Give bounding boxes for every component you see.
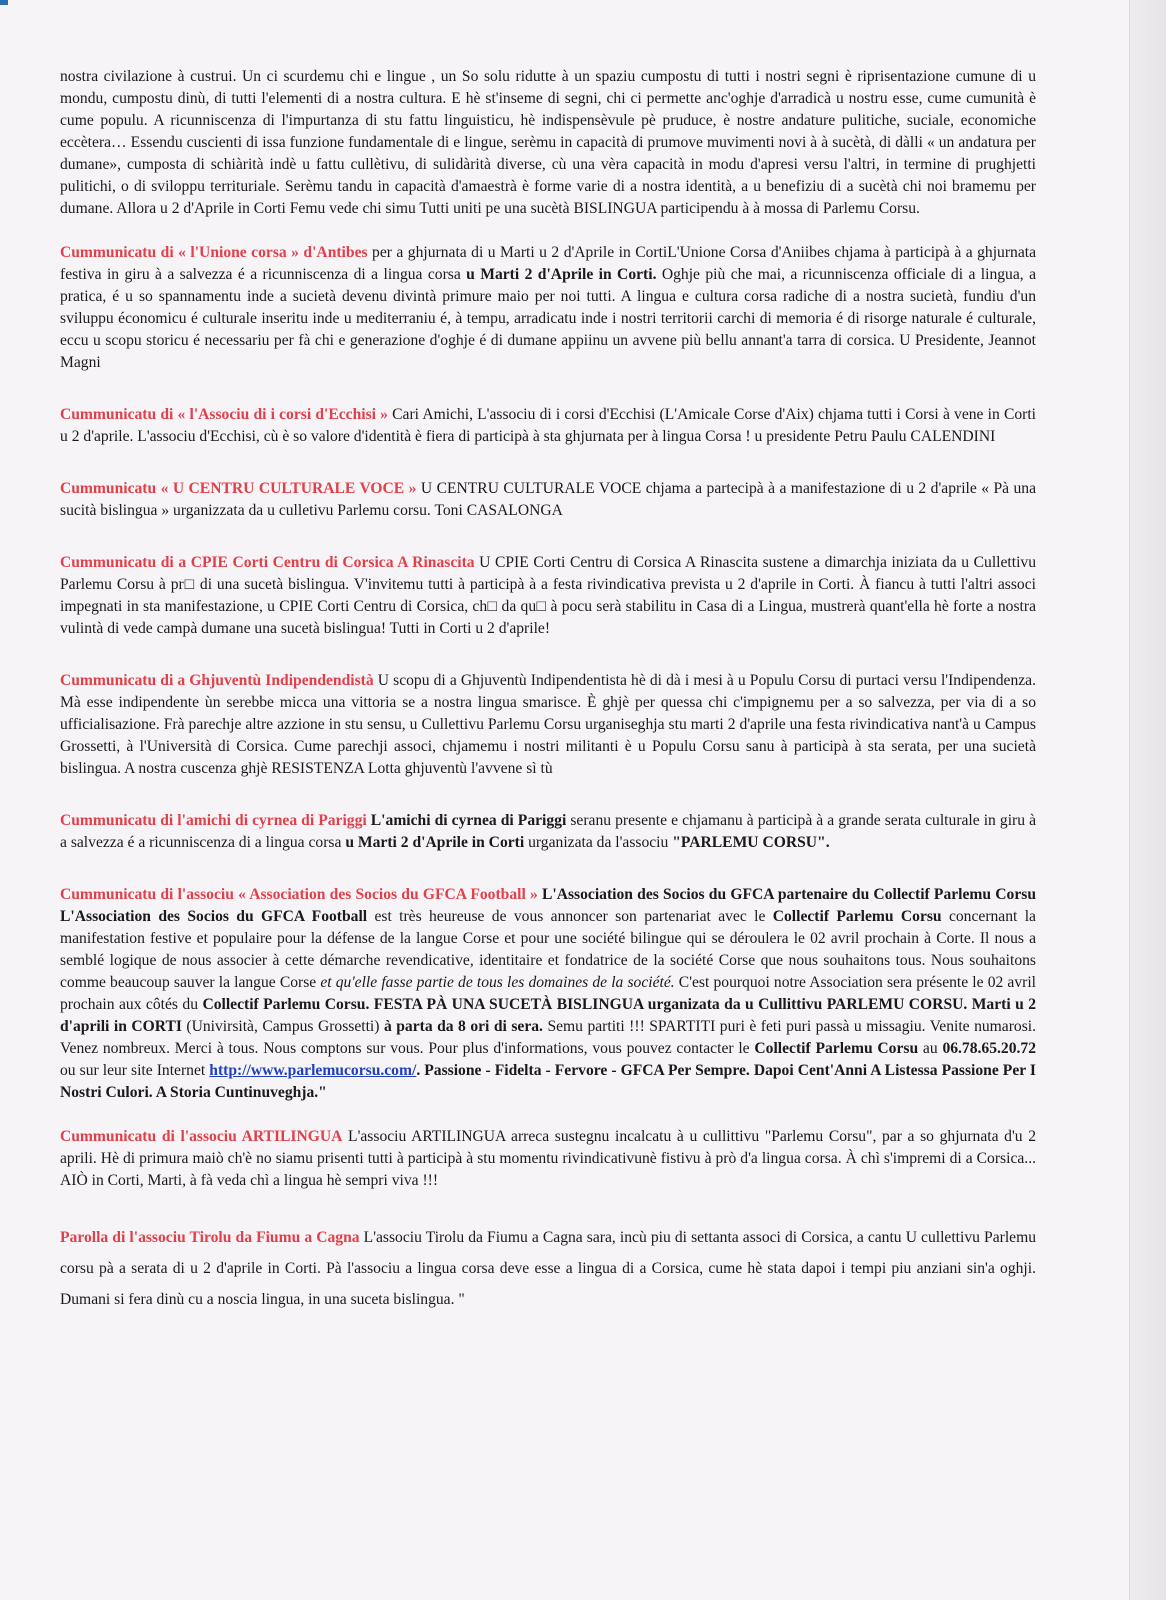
communique-heading: Cummunicatu di l'associu « Association des Socios du GFCA Football » [60, 886, 538, 903]
communique-cyrnea [60, 810, 1036, 854]
communique-bold: "PARLEMU CORSU". [672, 834, 830, 851]
communique-heading: Cummunicatu di a Ghjuventù Indipendendistà [60, 672, 374, 689]
intro-paragraph: nostra civilazione à custrui. Un ci scurdemu chi e lingue , un So solu ridutte à un spaziu cumpostu di tutti i nostri segni è riprisentazione cumune di u mondu, cumpostu dinù, di tutti l'elementi di a nostra cultura. E hè st'inseme di segni, chi ci permette anc'oghje d'arradicà u nostru esse, cume cumunità è cume populu. A ricunniscenza di l'impurtanza di stu fattu linguisticu, hè indispensèvule pè pruduce, è nostre andature pulitiche, suciale, economiche eccètera… Essendu cuscienti di issa funzione fundamentale di e lingue, serèmu in capacità di prumove muvimenti novi à à sucètà, di dàlli « un andatura per dumane», cumposta di schiàrità indè u fattu cullètivu, di sulidàrità diverse, cù una vèra capacità in modu d'apresi versu l'altri, in termine di prughjetti pulitichi, o di sviloppu territuriale. Serèmu tandu in capacità d'amaestrà è forme varie di a nostra identità, a u benefiziu di a sucètà chi noi bramemu per dumane. Allora u 2 d'Aprile in Corti Femu vede chi simu Tutti uniti pe una sucètà BISLINGUA participendu à à mossa di Parlemu Corsu. [60, 68, 1036, 217]
communique-ghjuventu [60, 670, 1036, 780]
communique-ecchisi [60, 404, 1036, 448]
communique-voce [60, 478, 1036, 522]
communique-text: (Univirsità, Campus Grossetti) [181, 1018, 384, 1035]
communique-text: per a ghjurnata di u Marti u 2 d'Aprile in CortiL'Unione Corsa d'Aniibes chjama à participà à a ghjurnata festiva in giru à a salvezza é a ricunniscenza di a lingua corsa [60, 244, 1036, 283]
communique-bold: . Passione - Fidelta - Fervore - GFCA Per Sempre. Dapoi Cent'Anni A Listessa Passione Per I Nostri Culori. A Storia Cuntinuveghja." [60, 1062, 1036, 1101]
communique-bold: L'Association des Socios du GFCA partenaire du Collectif Parlemu Corsu L'Association des Socios du GFCA Football [60, 886, 1036, 925]
communique-bold: Collectif Parlemu Corsu. FESTA PÀ UNA SUCETÀ BISLINGUA urganizata da u Cullittivu PARLEMU CORSU. Marti u 2 d'aprili in CORTI [60, 996, 1036, 1035]
communique-text: U CPIE Corti Centru di Corsica A Rinascita sustene a dimarchja iniziata da u Cullettivu Parlemu Corsu à pr□ di una sucetà bislingua. V'invitemu tutti à participà à a festa rivindicativa prevista u 2 d'aprile in Corti. À fiancu à tutti l'altri associ impegnati in sta manifestazione, u CPIE Corti Centru di Corsica, ch□ da qu□ à pocu serà stabilitu in Casa di a Lingua, mustrerà quant'ella hè forte a nostra vulintà di vede campà dumane una sucetà bislingua! Tutti in Corti u 2 d'aprile! [60, 554, 1036, 637]
phone-number: 06.78.65.20.72 [942, 1040, 1036, 1057]
communique-bold: u Marti 2 d'Aprile in Corti [345, 834, 525, 851]
document-body [60, 66, 1036, 1337]
communique-text: U scopu di a Ghjuventù Indipendentista hè di dà i mesi à u Populu Corsu di purtaci versu l'Indipendenza. Mà esse indipendente ùn serebbe micca una vittoria se a nostra lingua smarisce. È ghjè per quessa chi c'impignemu per a so salvezza, per via di a so ufficialisazione. Frà parechje altre azzione in stu sensu, u Cullettivu Parlemu Corsu urganiseghja stu marti 2 d'aprile una festa rivindicativa nant'à u Campus Grossetti, à l'Università di Corsica. Cume parechji associ, chjamemu i nostri militanti è u Populu Corsu sanu à participà à sta serata, per una sucietà bislingua. A nostra cuscenza ghjè RESISTENZA Lotta ghjuventù l'avvene sì tù [60, 672, 1036, 777]
communique-text: C'est pourquoi notre Association sera présente le 02 avril prochain aux côtés du [60, 974, 1036, 1013]
communique-text: U CENTRU CULTURALE VOCE chjama a partecipà à a manifestazione di u 2 d'aprile « Pà una sucità bislingua » urganizzata da u culletivu Parlemu corsu. Toni CASALONGA [60, 480, 1036, 519]
communique-text: L'associu ARTILINGUA arreca sustegnu incalcatu à u cullittivu "Parlemu Corsu", par a so ghjurnata d'u 2 aprili. Hè di primura maiò ch'è no siamu prisenti tutti à participà à stu momentu rivindicativunè fistivu à prò d'a lingua corsa. À chì s'impremi di a Corsica... AIÒ in Corti, Marti, à fà veda chì a lingua hè sempri viva !!! [60, 1128, 1036, 1189]
communique-bold: u Marti 2 d'Aprile in Corti. [466, 266, 657, 283]
communique-heading: Cummunicatu di l'amichi di cyrnea di Pariggi [60, 812, 367, 829]
communique-gfca [60, 884, 1036, 1104]
communique-cpie [60, 552, 1036, 640]
communique-text: seranu presente e chjamanu à participà à a grande serata culturale in giru à a salvezza é a ricunniscenza di a lingua corsa [60, 812, 1036, 851]
communique-bold: L'amichi di cyrnea di Pariggi [366, 812, 567, 829]
website-link[interactable]: http://www.parlemucorsu.com/ [209, 1062, 417, 1079]
communique-text: concernant la manifestation festive et populaire pour la défense de la langue Corse et pour une société bilingue qui se déroulera le 02 avril prochain à Corte. Il nous a semblé logique de nous associer à cette démarche revendicative, identitaire et fondatrice de la société Corse que nous souhaitons tous. Nous souhaitons comme beaucoup sauver la langue Corse [60, 908, 1036, 991]
communique-bold: à parta da 8 ori di sera. [383, 1018, 543, 1035]
communique-heading: Cummunicatu « U CENTRU CULTURALE VOCE » [60, 480, 417, 497]
communique-text: ou sur leur site Internet [60, 1062, 210, 1079]
communique-heading: Parolla di l'associu Tirolu da Fiumu a Cagna [60, 1229, 360, 1246]
communique-text: urganizata da l'associu [524, 834, 673, 851]
communique-bold: Collectif Parlemu Corsu [754, 1040, 919, 1057]
communique-heading: Cummunicatu di « l'Unione corsa » d'Antibes [60, 244, 368, 261]
communique-artilingua [60, 1126, 1036, 1192]
communique-text: L'associu Tirolu da Fiumu a Cagna sara, incù piu di settanta associ di Corsica, a cantu U cullettivu Parlemu corsu pà a serata di u 2 d'aprile in Corti. Pà l'associu a lingua corsa deve esse a lingua di a Corsica, cume hè stata dapoi i tempi piu anziani sin'a oghji. Dumani si fera dinù cu a noscia lingua, in una suceta bislingua. " [60, 1229, 1036, 1308]
communique-antibes [60, 242, 1036, 374]
communique-text: Semu partiti !!! SPARTITI puri è feti puri passà u missagiu. Venite numarosi. Venez nombreux. Merci à tous. Nous comptons sur vous. Pour plus d'informations, vous pouvez contacter le [60, 1018, 1037, 1057]
communique-text: au [918, 1040, 943, 1057]
communique-tirolu [60, 1222, 1036, 1315]
communique-heading: Cummunicatu di l'associu ARTILINGUA [60, 1128, 343, 1145]
communique-text: Oghje più che mai, a ricunniscenza officiale di a lingua, a pratica, é u so spannamentu inde a sucietà devenu divintà primure maio per noi tutti. A lingua e cultura corsa radiche di a nostra sucietà, fundiu d'un sviluppu économicu é culturale inseritu inde u mediterraniu é, à tempu, arradicatu inde i nostri territorii carchi di memoria é di risorge naturale é culturale, eccu u scopu storicu é necessariu per fà chi e generazione d'oghje é di dumane appiinu un avvene più bellu annant'a tarra di corsica. U Presidente, Jeannot Magni [60, 266, 1036, 371]
communique-heading: Cummunicatu di « l'Associu di i corsi d'Ecchisi » [60, 406, 388, 423]
communique-italic: et qu'elle fasse partie de tous les domaines de la société. [320, 974, 675, 991]
communique-text: est très heureuse de vous annoncer son partenariat avec le [367, 908, 773, 925]
communique-heading: Cummunicatu di a CPIE Corti Centru di Corsica A Rinascita [60, 554, 475, 571]
page-edge [1129, 0, 1166, 1600]
communique-bold: Collectif Parlemu Corsu [772, 908, 942, 925]
communique-text: Cari Amichi, L'associu di i corsi d'Ecchisi (L'Amicale Corse d'Aix) chjama tutti i Corsi à vene in Corti u 2 d'aprile. L'associu d'Ecchisi, cù è so valore d'identità è fiera di participà à sta ghjurnata per à lingua Corsa ! u presidente Petru Paulu CALENDINI [60, 406, 1036, 445]
scan-edge-mark [0, 0, 8, 5]
